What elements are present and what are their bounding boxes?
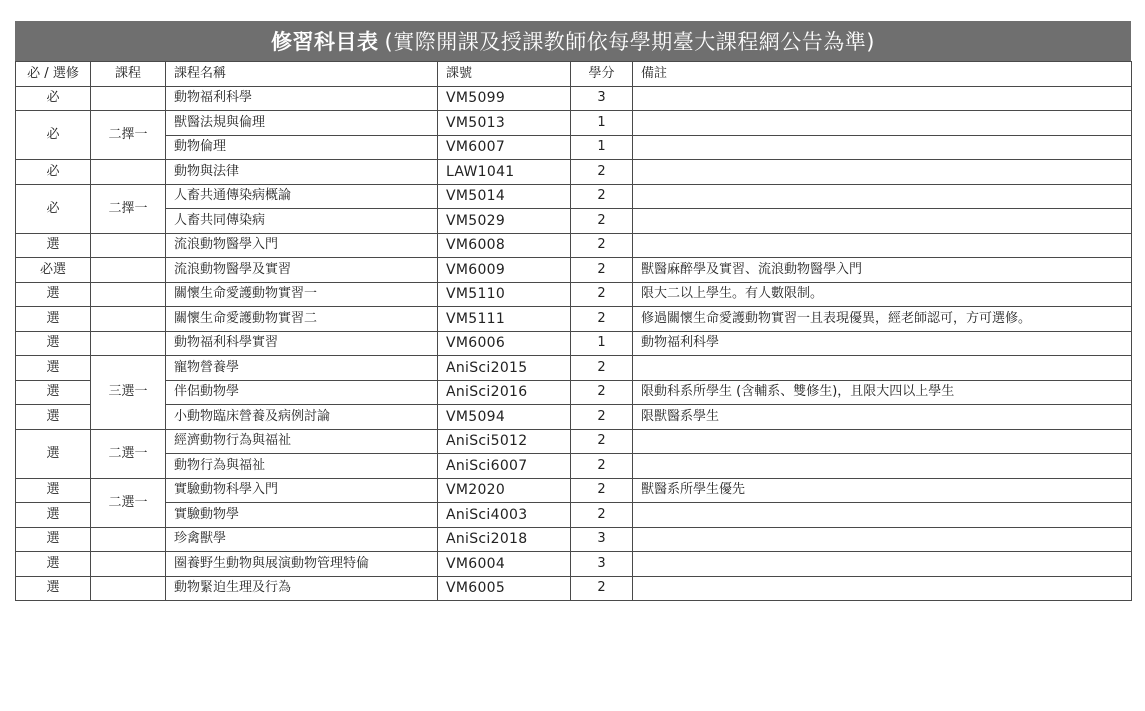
cell-remark: 限獸醫系學生: [633, 405, 1132, 430]
cell-required: 必: [16, 111, 91, 160]
table-row: [16, 405, 1132, 430]
cell-remark: [633, 454, 1132, 479]
cell-course-name: 獸醫法規與倫理: [166, 111, 438, 136]
header-course-code: 課號: [438, 62, 571, 87]
header-credit: 學分: [571, 62, 633, 87]
cell-credit: 2: [571, 160, 633, 185]
header-row: [16, 62, 1132, 87]
cell-course-name: 動物行為與福祉: [166, 454, 438, 479]
table-row: [16, 356, 1132, 381]
cell-group: [91, 160, 166, 185]
table-row: [16, 184, 1132, 209]
cell-required: 選: [16, 233, 91, 258]
cell-remark: 獸醫系所學生優先: [633, 478, 1132, 503]
header-group: 課程: [91, 62, 166, 87]
cell-course-code: VM2020: [438, 478, 571, 503]
table-row: [16, 478, 1132, 503]
cell-credit: 2: [571, 209, 633, 234]
cell-group: 二選一: [91, 429, 166, 478]
cell-required: 選: [16, 331, 91, 356]
cell-required: 選: [16, 527, 91, 552]
cell-group: 二擇一: [91, 111, 166, 160]
cell-course-name: 珍禽獸學: [166, 527, 438, 552]
cell-course-code: VM6005: [438, 576, 571, 601]
cell-course-code: AniSci2015: [438, 356, 571, 381]
cell-credit: 2: [571, 429, 633, 454]
cell-course-code: AniSci5012: [438, 429, 571, 454]
cell-remark: [633, 135, 1132, 160]
table-row: [16, 282, 1132, 307]
header-remark: 備註: [633, 62, 1132, 87]
cell-required: 選: [16, 282, 91, 307]
cell-credit: 2: [571, 184, 633, 209]
cell-group: [91, 331, 166, 356]
cell-group: 二擇一: [91, 184, 166, 233]
cell-course-name: 動物福利科學實習: [166, 331, 438, 356]
cell-remark: [633, 503, 1132, 528]
table-row: [16, 454, 1132, 479]
course-table-container: [15, 21, 1131, 601]
cell-required: 選: [16, 576, 91, 601]
cell-course-name: 動物緊迫生理及行為: [166, 576, 438, 601]
cell-required: 選: [16, 503, 91, 528]
cell-group: [91, 282, 166, 307]
cell-course-name: 人畜共同傳染病: [166, 209, 438, 234]
cell-credit: 1: [571, 111, 633, 136]
cell-required: 選: [16, 405, 91, 430]
cell-group: [91, 552, 166, 577]
cell-course-code: VM6007: [438, 135, 571, 160]
table-row: [16, 111, 1132, 136]
cell-credit: 2: [571, 282, 633, 307]
cell-remark: [633, 160, 1132, 185]
cell-credit: 2: [571, 356, 633, 381]
table-row: [16, 527, 1132, 552]
cell-required: 選: [16, 380, 91, 405]
cell-credit: 1: [571, 135, 633, 160]
cell-course-name: 伴侶動物學: [166, 380, 438, 405]
cell-required: 必: [16, 184, 91, 233]
cell-credit: 3: [571, 86, 633, 111]
table-row: [16, 233, 1132, 258]
cell-remark: 限大二以上學生。有人數限制。: [633, 282, 1132, 307]
cell-course-code: AniSci4003: [438, 503, 571, 528]
table-row: [16, 503, 1132, 528]
table-title-note: (實際開課及授課教師依每學期臺大課程網公告為準): [384, 30, 875, 54]
cell-group: [91, 307, 166, 332]
cell-course-name: 動物福利科學: [166, 86, 438, 111]
cell-remark: 限動科系所學生 (含輔系、雙修生)，且限大四以上學生: [633, 380, 1132, 405]
cell-remark: [633, 111, 1132, 136]
table-row: [16, 209, 1132, 234]
cell-required: 選: [16, 429, 91, 478]
cell-course-code: VM5110: [438, 282, 571, 307]
cell-remark: [633, 576, 1132, 601]
cell-remark: [633, 429, 1132, 454]
cell-course-name: 小動物臨床營養及病例討論: [166, 405, 438, 430]
cell-course-name: 經濟動物行為與福祉: [166, 429, 438, 454]
cell-credit: 2: [571, 258, 633, 283]
cell-remark: 動物福利科學: [633, 331, 1132, 356]
cell-group: [91, 233, 166, 258]
cell-course-name: 實驗動物學: [166, 503, 438, 528]
cell-course-name: 圈養野生動物與展演動物管理特倫: [166, 552, 438, 577]
cell-course-code: AniSci6007: [438, 454, 571, 479]
table-row: [16, 258, 1132, 283]
cell-credit: 2: [571, 233, 633, 258]
table-row: [16, 160, 1132, 185]
cell-group: 二選一: [91, 478, 166, 527]
cell-course-code: VM5013: [438, 111, 571, 136]
table-row: [16, 380, 1132, 405]
table-row: [16, 135, 1132, 160]
cell-remark: [633, 527, 1132, 552]
cell-group: [91, 527, 166, 552]
cell-course-code: VM6006: [438, 331, 571, 356]
cell-required: 選: [16, 552, 91, 577]
table-row: [16, 429, 1132, 454]
cell-remark: [633, 86, 1132, 111]
cell-remark: [633, 209, 1132, 234]
cell-group: [91, 258, 166, 283]
cell-course-code: AniSci2016: [438, 380, 571, 405]
cell-credit: 3: [571, 527, 633, 552]
cell-credit: 1: [571, 331, 633, 356]
cell-remark: [633, 233, 1132, 258]
cell-course-code: VM6004: [438, 552, 571, 577]
cell-required: 選: [16, 478, 91, 503]
cell-course-code: VM5029: [438, 209, 571, 234]
table-title-main: 修習科目表: [271, 30, 379, 54]
cell-required: 必: [16, 160, 91, 185]
table-row: [16, 576, 1132, 601]
cell-remark: 獸醫麻醉學及實習、流浪動物醫學入門: [633, 258, 1132, 283]
table-row: [16, 552, 1132, 577]
cell-course-name: 實驗動物科學入門: [166, 478, 438, 503]
cell-course-code: LAW1041: [438, 160, 571, 185]
cell-group: 三選一: [91, 356, 166, 430]
cell-course-name: 動物與法律: [166, 160, 438, 185]
table-title: [15, 21, 1131, 61]
cell-course-name: 流浪動物醫學入門: [166, 233, 438, 258]
course-table: [15, 61, 1132, 601]
cell-required: 選: [16, 307, 91, 332]
cell-course-code: VM6008: [438, 233, 571, 258]
cell-credit: 2: [571, 307, 633, 332]
cell-course-name: 關懷生命愛護動物實習一: [166, 282, 438, 307]
cell-course-name: 寵物營養學: [166, 356, 438, 381]
cell-remark: 修過關懷生命愛護動物實習一且表現優異，經老師認可，方可選修。: [633, 307, 1132, 332]
table-row: [16, 331, 1132, 356]
cell-credit: 2: [571, 576, 633, 601]
header-required-elective: 必 / 選修: [16, 62, 91, 87]
cell-remark: [633, 552, 1132, 577]
cell-course-code: VM5111: [438, 307, 571, 332]
cell-remark: [633, 356, 1132, 381]
cell-credit: 3: [571, 552, 633, 577]
cell-credit: 2: [571, 380, 633, 405]
cell-course-code: VM5014: [438, 184, 571, 209]
header-course-name: 課程名稱: [166, 62, 438, 87]
cell-credit: 2: [571, 503, 633, 528]
cell-course-code: VM5099: [438, 86, 571, 111]
cell-course-code: AniSci2018: [438, 527, 571, 552]
table-row: [16, 307, 1132, 332]
cell-group: [91, 86, 166, 111]
cell-group: [91, 576, 166, 601]
cell-credit: 2: [571, 454, 633, 479]
cell-remark: [633, 184, 1132, 209]
table-row: [16, 86, 1132, 111]
cell-required: 必選: [16, 258, 91, 283]
cell-course-code: VM5094: [438, 405, 571, 430]
cell-credit: 2: [571, 478, 633, 503]
cell-course-name: 流浪動物醫學及實習: [166, 258, 438, 283]
cell-course-name: 動物倫理: [166, 135, 438, 160]
cell-course-code: VM6009: [438, 258, 571, 283]
cell-credit: 2: [571, 405, 633, 430]
cell-required: 選: [16, 356, 91, 381]
cell-course-name: 關懷生命愛護動物實習二: [166, 307, 438, 332]
cell-required: 必: [16, 86, 91, 111]
cell-course-name: 人畜共通傳染病概論: [166, 184, 438, 209]
